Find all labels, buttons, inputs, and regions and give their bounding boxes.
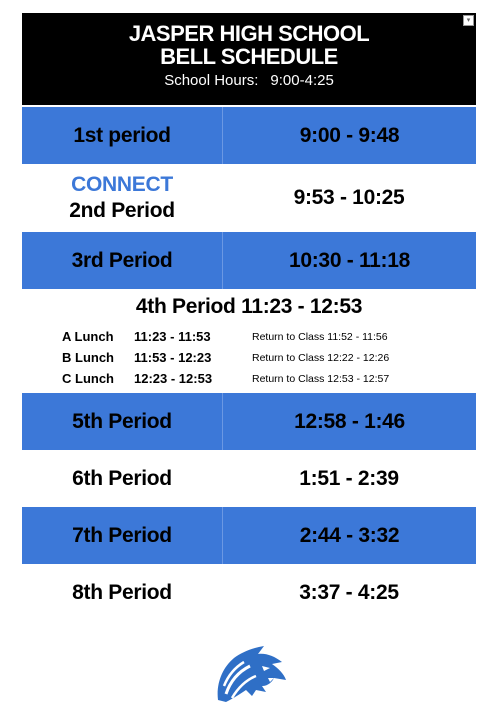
- school-hours: [22, 72, 476, 89]
- period-time: 2:44 - 3:32: [299, 523, 400, 547]
- lunch-name: C Lunch: [62, 371, 114, 386]
- period-time: 10:30 - 11:18: [288, 248, 411, 272]
- schedule-row-1st: [22, 107, 476, 164]
- school-hours-value: 9:00-4:25: [270, 72, 334, 89]
- schedule-row-5th: [22, 393, 476, 450]
- lunch-return: Return to Class 11:52 - 11:56: [252, 331, 388, 343]
- period-name: 2nd Period: [69, 199, 175, 222]
- schedule-row-2nd: [22, 164, 476, 232]
- lunch-time: 11:23 - 11:53: [134, 329, 211, 344]
- connect-label: CONNECT: [71, 173, 173, 196]
- wolf-head-icon: [212, 644, 288, 704]
- title-line-1: JASPER HIGH SCHOOL: [128, 21, 370, 46]
- lunch-time: 12:23 - 12:53: [134, 371, 213, 386]
- period-name: 8th Period: [72, 580, 172, 604]
- fourth-period-title: 4th Period 11:23 - 12:53: [135, 295, 363, 318]
- period-name: 7th Period: [22, 507, 223, 564]
- period-name: 5th Period: [22, 393, 223, 450]
- bell-schedule: [22, 13, 476, 621]
- lunch-name: B Lunch: [62, 350, 114, 365]
- period-name-cell: [22, 164, 222, 232]
- period-time: 9:53 - 10:25: [293, 186, 405, 209]
- lunch-row-a: [62, 329, 472, 344]
- lunch-return: Return to Class 12:22 - 12:26: [252, 352, 390, 364]
- schedule-row-7th: [22, 507, 476, 564]
- school-hours-label: School Hours:: [164, 72, 259, 89]
- schedule-header: [22, 13, 476, 105]
- period-name: 6th Period: [72, 466, 172, 490]
- period-time: 12:58 - 1:46: [294, 409, 405, 433]
- collapse-icon[interactable]: ▾: [463, 15, 474, 26]
- period-time: 9:00 - 9:48: [299, 123, 400, 147]
- schedule-row-4th: [22, 289, 476, 393]
- period-time: 1:51 - 2:39: [299, 466, 399, 490]
- period-name: 3rd Period: [22, 232, 223, 289]
- lunch-row-b: [62, 350, 472, 365]
- period-time: 3:37 - 4:25: [299, 580, 399, 604]
- period-name: 1st period: [22, 107, 223, 164]
- schedule-row-6th: [22, 450, 476, 507]
- lunch-time: 11:53 - 12:23: [134, 350, 212, 365]
- lunch-row-c: [62, 371, 472, 386]
- page-title: [22, 13, 476, 68]
- schedule-row-3rd: [22, 232, 476, 289]
- lunch-name: A Lunch: [62, 329, 114, 344]
- schedule-row-8th: [22, 564, 476, 621]
- title-line-2: BELL SCHEDULE: [160, 44, 338, 69]
- lunch-return: Return to Class 12:53 - 12:57: [252, 373, 390, 385]
